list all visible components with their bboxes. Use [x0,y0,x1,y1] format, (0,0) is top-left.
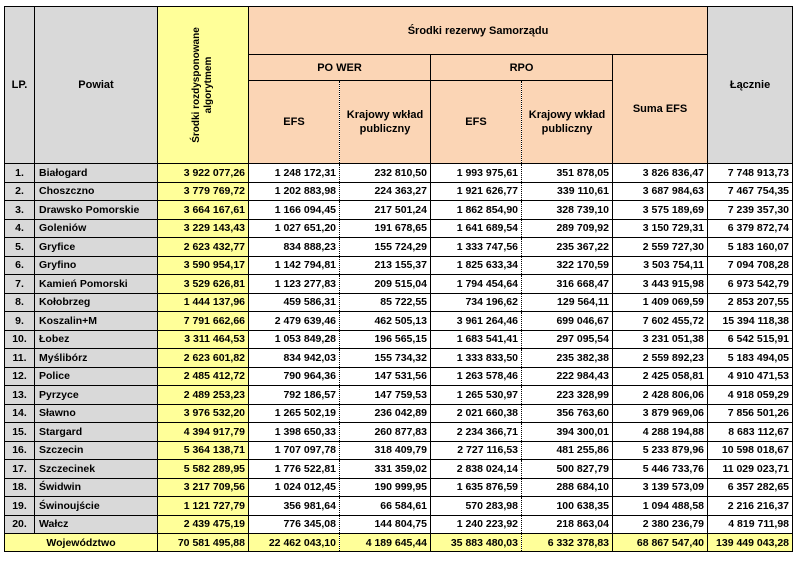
row-algorytm: 3 664 167,61 [158,201,249,220]
row-algorytm: 5 364 138,71 [158,441,249,460]
row-lacznie: 7 856 501,26 [708,404,793,423]
row-algorytm: 3 217 709,56 [158,478,249,497]
total-row [5,534,793,552]
row-lacznie: 6 357 282,65 [708,478,793,497]
row-rpo-efs: 1 240 223,92 [431,515,522,534]
row-po-wer-efs: 1 053 849,28 [249,330,340,349]
row-rpo-krajowy: 351 878,05 [522,164,613,183]
row-lacznie: 4 910 471,53 [708,367,793,386]
row-suma-efs: 3 150 729,31 [613,219,708,238]
row-powiat: Świdwin [35,478,158,497]
row-po-wer-efs: 1 248 172,31 [249,164,340,183]
table-row [5,238,793,257]
row-suma-efs: 3 503 754,11 [613,256,708,275]
row-suma-efs: 1 094 488,58 [613,497,708,516]
row-algorytm: 2 623 601,82 [158,349,249,368]
header-algorytm [158,7,249,164]
row-suma-efs: 2 559 727,30 [613,238,708,257]
row-lacznie: 5 183 160,07 [708,238,793,257]
row-rpo-krajowy: 339 110,61 [522,182,613,201]
row-powiat: Szczecin [35,441,158,460]
row-lacznie: 2 216 216,37 [708,497,793,516]
row-rpo-krajowy: 235 367,22 [522,238,613,257]
row-po-wer-efs: 834 888,23 [249,238,340,257]
row-po-wer-krajowy: 85 722,55 [340,293,431,312]
row-powiat: Pyrzyce [35,386,158,405]
header-powiat: Powiat [35,7,158,164]
row-po-wer-efs: 1 398 650,33 [249,423,340,442]
header-rpo-krajowy: Krajowy wkład publiczny [522,81,613,164]
total-po-wer-krajowy: 4 189 645,44 [340,534,431,552]
row-po-wer-krajowy: 196 565,15 [340,330,431,349]
row-po-wer-krajowy: 209 515,04 [340,275,431,294]
row-powiat: Świnoujście [35,497,158,516]
row-powiat: Stargard [35,423,158,442]
row-lacznie: 10 598 018,67 [708,441,793,460]
total-lacznie: 139 449 043,28 [708,534,793,552]
row-rpo-krajowy: 356 763,60 [522,404,613,423]
table-row [5,441,793,460]
row-powiat: Gryfino [35,256,158,275]
row-rpo-krajowy: 223 328,99 [522,386,613,405]
row-rpo-efs: 1 825 633,34 [431,256,522,275]
header-suma-efs: Suma EFS [613,55,708,164]
row-rpo-efs: 1 993 975,61 [431,164,522,183]
row-algorytm: 3 922 077,26 [158,164,249,183]
row-lacznie: 15 394 118,38 [708,312,793,331]
row-lacznie: 7 467 754,35 [708,182,793,201]
row-powiat: Drawsko Pomorskie [35,201,158,220]
row-rpo-krajowy: 394 300,01 [522,423,613,442]
header-lacznie: Łącznie [708,7,793,164]
header-rpo: RPO [431,55,613,81]
row-suma-efs: 3 139 573,09 [613,478,708,497]
row-lacznie: 5 183 494,05 [708,349,793,368]
total-algorytm: 70 581 495,88 [158,534,249,552]
row-po-wer-krajowy: 260 877,83 [340,423,431,442]
row-rpo-efs: 1 333 747,56 [431,238,522,257]
table-row [5,460,793,479]
row-po-wer-krajowy: 66 584,61 [340,497,431,516]
row-po-wer-efs: 834 942,03 [249,349,340,368]
budget-table [4,6,793,552]
row-po-wer-krajowy: 191 678,65 [340,219,431,238]
table-row [5,478,793,497]
table-row [5,219,793,238]
row-rpo-efs: 1 683 541,41 [431,330,522,349]
row-suma-efs: 3 879 969,06 [613,404,708,423]
row-rpo-efs: 2 838 024,14 [431,460,522,479]
row-lacznie: 8 683 112,67 [708,423,793,442]
row-lacznie: 4 918 059,29 [708,386,793,405]
row-lp: 7. [5,275,35,294]
row-rpo-krajowy: 289 709,92 [522,219,613,238]
row-po-wer-krajowy: 331 359,02 [340,460,431,479]
row-algorytm: 4 394 917,79 [158,423,249,442]
table-row [5,367,793,386]
header-lp: LP. [5,7,35,164]
row-algorytm: 1 444 137,96 [158,293,249,312]
row-rpo-efs: 1 333 833,50 [431,349,522,368]
row-po-wer-efs: 790 964,36 [249,367,340,386]
row-lp: 17. [5,460,35,479]
row-lp: 6. [5,256,35,275]
total-rpo-efs: 35 883 480,03 [431,534,522,552]
row-lp: 12. [5,367,35,386]
row-rpo-krajowy: 288 684,10 [522,478,613,497]
row-po-wer-krajowy: 155 734,32 [340,349,431,368]
row-lp: 18. [5,478,35,497]
row-lp: 4. [5,219,35,238]
table-row [5,349,793,368]
header-algorytm-line2: algorytmem [203,56,214,114]
row-suma-efs: 3 826 836,47 [613,164,708,183]
row-rpo-krajowy: 699 046,67 [522,312,613,331]
row-lp: 11. [5,349,35,368]
row-lacznie: 2 853 207,55 [708,293,793,312]
row-lp: 8. [5,293,35,312]
table-body [5,164,793,534]
row-suma-efs: 3 575 189,69 [613,201,708,220]
total-label: Województwo [5,534,158,552]
row-lp: 20. [5,515,35,534]
row-po-wer-efs: 776 345,08 [249,515,340,534]
row-powiat: Police [35,367,158,386]
total-rpo-krajowy: 6 332 378,83 [522,534,613,552]
row-po-wer-efs: 1 024 012,45 [249,478,340,497]
row-rpo-krajowy: 297 095,54 [522,330,613,349]
row-suma-efs: 3 231 051,38 [613,330,708,349]
row-lacznie: 6 542 515,91 [708,330,793,349]
row-po-wer-krajowy: 147 531,56 [340,367,431,386]
row-lacznie: 7 239 357,30 [708,201,793,220]
row-po-wer-efs: 1 142 794,81 [249,256,340,275]
row-po-wer-efs: 356 981,64 [249,497,340,516]
table-row [5,312,793,331]
row-algorytm: 2 485 412,72 [158,367,249,386]
row-powiat: Gryfice [35,238,158,257]
header-po-wer-efs: EFS [249,81,340,164]
table-row [5,164,793,183]
row-lp: 9. [5,312,35,331]
row-po-wer-krajowy: 190 999,95 [340,478,431,497]
row-rpo-efs: 1 862 854,90 [431,201,522,220]
row-rpo-krajowy: 500 827,79 [522,460,613,479]
row-suma-efs: 5 446 733,76 [613,460,708,479]
row-powiat: Goleniów [35,219,158,238]
table-row [5,201,793,220]
total-suma-efs: 68 867 547,40 [613,534,708,552]
row-po-wer-krajowy: 232 810,50 [340,164,431,183]
row-algorytm: 2 623 432,77 [158,238,249,257]
row-rpo-krajowy: 129 564,11 [522,293,613,312]
row-algorytm: 2 489 253,23 [158,386,249,405]
row-lp: 19. [5,497,35,516]
row-rpo-efs: 1 921 626,77 [431,182,522,201]
row-algorytm: 5 582 289,95 [158,460,249,479]
table-row [5,256,793,275]
row-suma-efs: 1 409 069,59 [613,293,708,312]
row-suma-efs: 2 380 236,79 [613,515,708,534]
row-algorytm: 3 590 954,17 [158,256,249,275]
row-lp: 13. [5,386,35,405]
row-po-wer-krajowy: 217 501,24 [340,201,431,220]
row-po-wer-krajowy: 144 804,75 [340,515,431,534]
row-lp: 5. [5,238,35,257]
header-algorytm-line1: Środki rozdysponowane [191,27,202,143]
row-algorytm: 7 791 662,66 [158,312,249,331]
row-po-wer-krajowy: 462 505,13 [340,312,431,331]
row-lp: 10. [5,330,35,349]
row-powiat: Kołobrzeg [35,293,158,312]
table-row [5,293,793,312]
row-po-wer-efs: 459 586,31 [249,293,340,312]
row-rpo-efs: 1 263 578,46 [431,367,522,386]
table-row [5,330,793,349]
row-po-wer-efs: 1 166 094,45 [249,201,340,220]
row-algorytm: 3 976 532,20 [158,404,249,423]
row-algorytm: 1 121 727,79 [158,497,249,516]
row-algorytm: 3 779 769,72 [158,182,249,201]
row-rpo-krajowy: 100 638,35 [522,497,613,516]
row-po-wer-krajowy: 155 724,29 [340,238,431,257]
row-lacznie: 4 819 711,98 [708,515,793,534]
row-po-wer-efs: 792 186,57 [249,386,340,405]
row-algorytm: 3 229 143,43 [158,219,249,238]
row-powiat: Choszczno [35,182,158,201]
row-rpo-efs: 2 727 116,53 [431,441,522,460]
table-row [5,423,793,442]
row-po-wer-efs: 1 027 651,20 [249,219,340,238]
row-algorytm: 3 311 464,53 [158,330,249,349]
row-lacznie: 7 094 708,28 [708,256,793,275]
row-po-wer-efs: 1 707 097,78 [249,441,340,460]
row-powiat: Szczecinek [35,460,158,479]
header-rpo-efs: EFS [431,81,522,164]
row-lacznie: 7 748 913,73 [708,164,793,183]
row-powiat: Sławno [35,404,158,423]
row-rpo-krajowy: 316 668,47 [522,275,613,294]
row-rpo-efs: 1 794 454,64 [431,275,522,294]
row-po-wer-krajowy: 236 042,89 [340,404,431,423]
row-po-wer-efs: 1 776 522,81 [249,460,340,479]
row-lp: 3. [5,201,35,220]
row-lacznie: 11 029 023,71 [708,460,793,479]
row-po-wer-efs: 1 265 502,19 [249,404,340,423]
row-lp: 2. [5,182,35,201]
row-suma-efs: 2 559 892,23 [613,349,708,368]
row-po-wer-krajowy: 224 363,27 [340,182,431,201]
row-powiat: Myślibórz [35,349,158,368]
row-po-wer-efs: 1 202 883,98 [249,182,340,201]
table-row [5,515,793,534]
row-powiat: Kamień Pomorski [35,275,158,294]
row-suma-efs: 7 602 455,72 [613,312,708,331]
table-row [5,275,793,294]
row-suma-efs: 2 425 058,81 [613,367,708,386]
row-lp: 16. [5,441,35,460]
row-rpo-efs: 1 641 689,54 [431,219,522,238]
row-rpo-krajowy: 322 170,59 [522,256,613,275]
header-po-wer-krajowy: Krajowy wkład publiczny [340,81,431,164]
row-powiat: Łobez [35,330,158,349]
row-algorytm: 2 439 475,19 [158,515,249,534]
row-powiat: Koszalin+M [35,312,158,331]
row-rpo-krajowy: 328 739,10 [522,201,613,220]
row-rpo-efs: 2 021 660,38 [431,404,522,423]
row-rpo-krajowy: 481 255,86 [522,441,613,460]
row-rpo-krajowy: 218 863,04 [522,515,613,534]
row-rpo-efs: 2 234 366,71 [431,423,522,442]
row-suma-efs: 3 687 984,63 [613,182,708,201]
row-suma-efs: 3 443 915,98 [613,275,708,294]
row-po-wer-efs: 1 123 277,83 [249,275,340,294]
row-rpo-krajowy: 235 382,38 [522,349,613,368]
table-row [5,404,793,423]
row-powiat: Białogard [35,164,158,183]
header-srodki-rezerwy: Środki rezerwy Samorządu [249,7,708,55]
row-powiat: Wałcz [35,515,158,534]
row-po-wer-krajowy: 318 409,79 [340,441,431,460]
header-po-wer: PO WER [249,55,431,81]
row-lacznie: 6 379 872,74 [708,219,793,238]
row-rpo-efs: 1 635 876,59 [431,478,522,497]
row-suma-efs: 4 288 194,88 [613,423,708,442]
row-po-wer-krajowy: 147 759,53 [340,386,431,405]
row-lp: 1. [5,164,35,183]
table-row [5,182,793,201]
row-algorytm: 3 529 626,81 [158,275,249,294]
row-rpo-efs: 3 961 264,46 [431,312,522,331]
row-lp: 14. [5,404,35,423]
row-lacznie: 6 973 542,79 [708,275,793,294]
row-rpo-efs: 1 265 530,97 [431,386,522,405]
row-suma-efs: 5 233 879,96 [613,441,708,460]
row-rpo-krajowy: 222 984,43 [522,367,613,386]
row-suma-efs: 2 428 806,06 [613,386,708,405]
row-rpo-efs: 734 196,62 [431,293,522,312]
row-po-wer-efs: 2 479 639,46 [249,312,340,331]
total-po-wer-efs: 22 462 043,10 [249,534,340,552]
table-row [5,497,793,516]
row-rpo-efs: 570 283,98 [431,497,522,516]
table-row [5,386,793,405]
row-lp: 15. [5,423,35,442]
row-po-wer-krajowy: 213 155,37 [340,256,431,275]
table-container [4,6,793,552]
